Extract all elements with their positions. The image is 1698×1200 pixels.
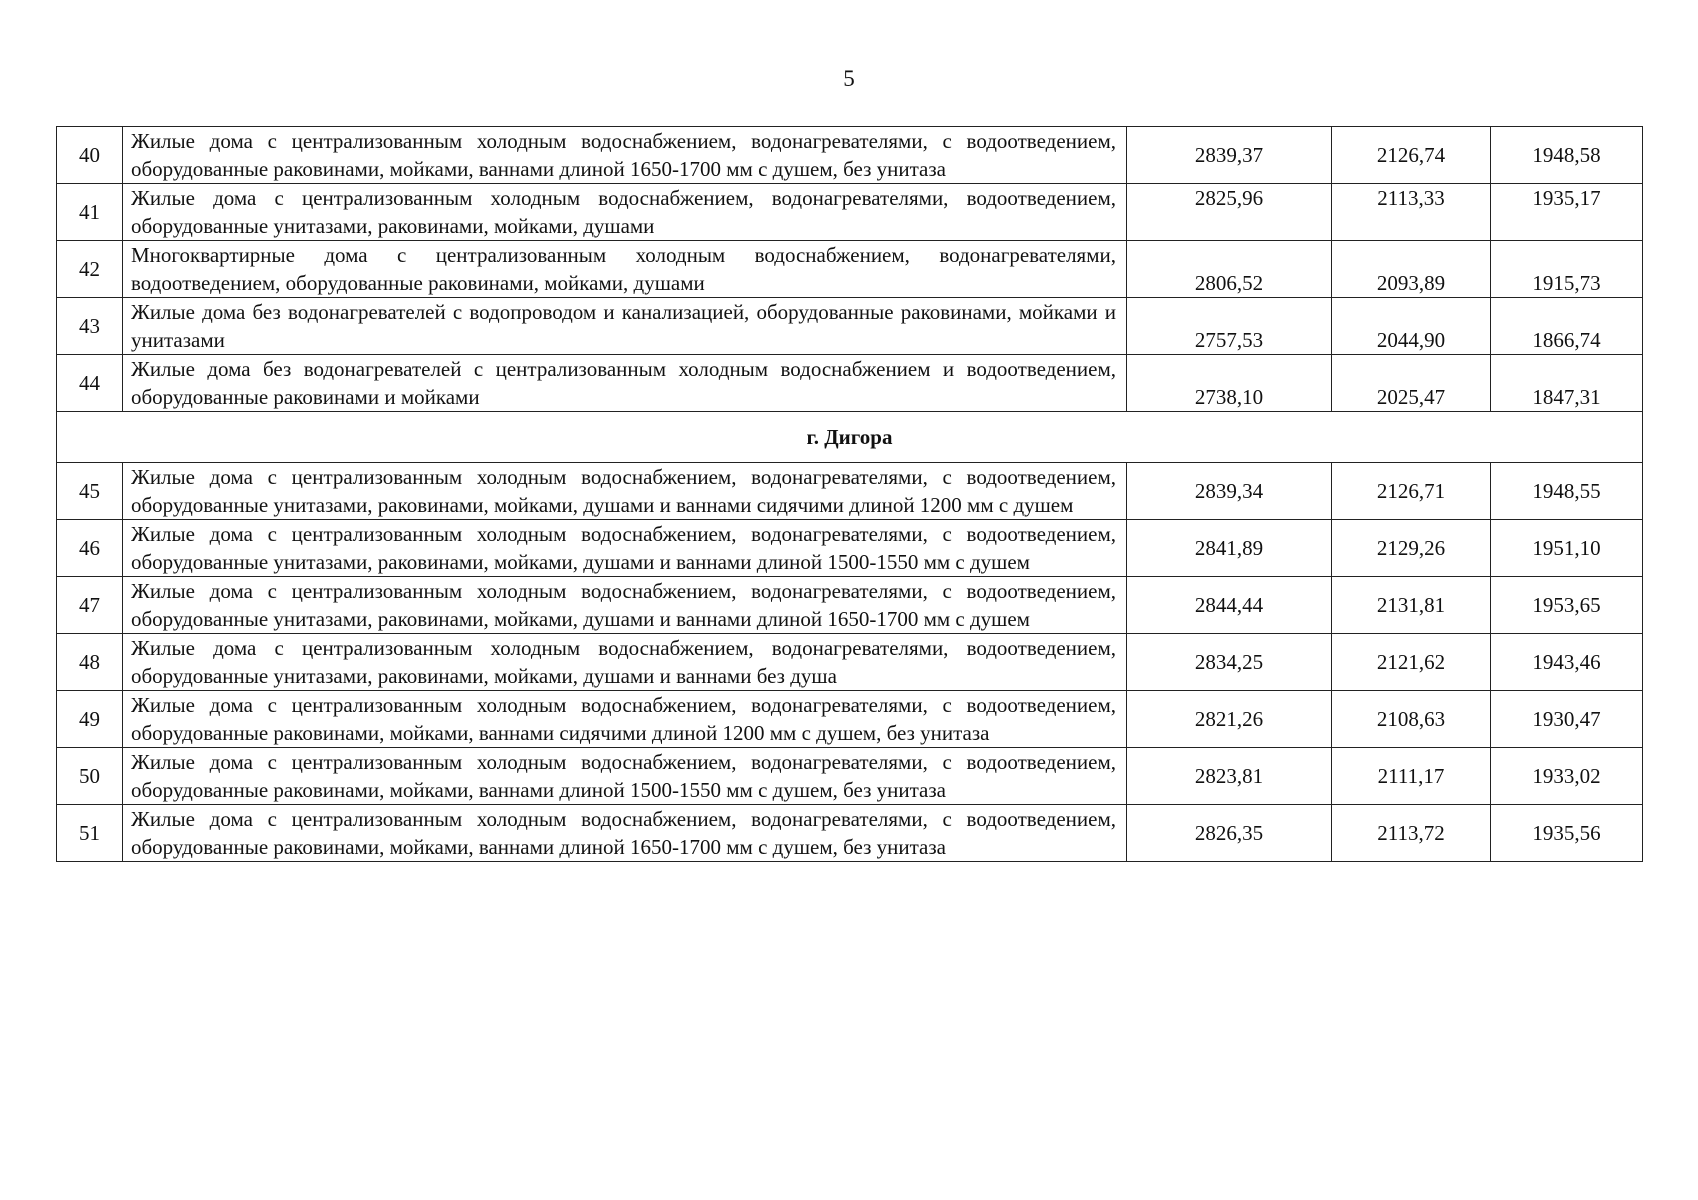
row-description: Многоквартирные дома с централизованным холодным водоснабжением, водонагревателями, водоотведением, оборудованные раковинами, мойками, душами [123, 241, 1127, 298]
row-value-1: 2839,34 [1127, 463, 1332, 520]
row-value-1: 2839,37 [1127, 127, 1332, 184]
table-row [57, 748, 1643, 805]
row-number: 50 [57, 748, 123, 805]
table-row [57, 298, 1643, 355]
row-value-3: 1930,47 [1491, 691, 1643, 748]
row-value-3: 1948,55 [1491, 463, 1643, 520]
row-value-1: 2834,25 [1127, 634, 1332, 691]
row-number: 44 [57, 355, 123, 412]
row-description: Жилые дома с централизованным холодным водоснабжением, водонагревателями, с водоотведением, оборудованные унитазами, раковинами, мойками, душами и ваннами сидячими длиной 1200 мм с душем [123, 463, 1127, 520]
row-value-1: 2821,26 [1127, 691, 1332, 748]
row-description: Жилые дома без водонагревателей с централизованным холодным водоснабжением и водоотведением, оборудованные раковинами и мойками [123, 355, 1127, 412]
row-description: Жилые дома без водонагревателей с водопроводом и канализацией, оборудованные раковинами, мойками и унитазами [123, 298, 1127, 355]
table-row [57, 520, 1643, 577]
row-value-2: 2121,62 [1332, 634, 1491, 691]
section-title: г. Дигора [57, 412, 1643, 463]
row-value-3: 1847,31 [1491, 355, 1643, 412]
tariff-table [56, 126, 1643, 862]
row-number: 47 [57, 577, 123, 634]
row-number: 45 [57, 463, 123, 520]
row-value-3: 1933,02 [1491, 748, 1643, 805]
row-description: Жилые дома с централизованным холодным водоснабжением, водонагревателями, с водоотведением, оборудованные раковинами, мойками, ваннами длиной 1650-1700 мм с душем, без унитаза [123, 127, 1127, 184]
table-row [57, 463, 1643, 520]
row-description: Жилые дома с централизованным холодным водоснабжением, водонагревателями, с водоотведением, оборудованные раковинами, мойками, ваннами длиной 1500-1550 мм с душем, без унитаза [123, 748, 1127, 805]
section-header-row [57, 412, 1643, 463]
row-value-1: 2806,52 [1127, 241, 1332, 298]
row-value-3: 1953,65 [1491, 577, 1643, 634]
row-description: Жилые дома с централизованным холодным водоснабжением, водонагревателями, с водоотведением, оборудованные раковинами, мойками, ваннами сидячими длиной 1200 мм с душем, без унитаза [123, 691, 1127, 748]
row-description: Жилые дома с централизованным холодным водоснабжением, водонагревателями, водоотведением, оборудованные унитазами, раковинами, мойками, душами и ваннами без душа [123, 634, 1127, 691]
row-value-1: 2826,35 [1127, 805, 1332, 862]
row-description: Жилые дома с централизованным холодным водоснабжением, водонагревателями, с водоотведением, оборудованные унитазами, раковинами, мойками, душами и ваннами длиной 1500-1550 мм с душем [123, 520, 1127, 577]
row-description: Жилые дома с централизованным холодным водоснабжением, водонагревателями, с водоотведением, оборудованные унитазами, раковинами, мойками, душами и ваннами длиной 1650-1700 мм с душем [123, 577, 1127, 634]
row-number: 48 [57, 634, 123, 691]
page-number: 5 [843, 66, 855, 91]
row-value-2: 2044,90 [1332, 298, 1491, 355]
row-value-1: 2738,10 [1127, 355, 1332, 412]
table-row [57, 634, 1643, 691]
row-number: 49 [57, 691, 123, 748]
row-number: 42 [57, 241, 123, 298]
row-number: 40 [57, 127, 123, 184]
row-value-2: 2126,74 [1332, 127, 1491, 184]
table-row [57, 577, 1643, 634]
row-value-2: 2131,81 [1332, 577, 1491, 634]
row-value-3: 1948,58 [1491, 127, 1643, 184]
row-number: 46 [57, 520, 123, 577]
row-value-3: 1915,73 [1491, 241, 1643, 298]
row-value-1: 2825,96 [1127, 184, 1332, 241]
row-value-3: 1951,10 [1491, 520, 1643, 577]
table-row [57, 241, 1643, 298]
row-value-1: 2841,89 [1127, 520, 1332, 577]
table-row [57, 127, 1643, 184]
row-value-3: 1935,56 [1491, 805, 1643, 862]
row-number: 41 [57, 184, 123, 241]
table-row [57, 184, 1643, 241]
row-value-2: 2126,71 [1332, 463, 1491, 520]
row-value-1: 2823,81 [1127, 748, 1332, 805]
row-value-2: 2129,26 [1332, 520, 1491, 577]
row-description: Жилые дома с централизованным холодным водоснабжением, водонагревателями, с водоотведением, оборудованные раковинами, мойками, ваннами длиной 1650-1700 мм с душем, без унитаза [123, 805, 1127, 862]
table-row [57, 805, 1643, 862]
row-value-2: 2025,47 [1332, 355, 1491, 412]
row-number: 51 [57, 805, 123, 862]
row-value-2: 2113,72 [1332, 805, 1491, 862]
row-value-3: 1943,46 [1491, 634, 1643, 691]
row-value-3: 1935,17 [1491, 184, 1643, 241]
row-description: Жилые дома с централизованным холодным водоснабжением, водонагревателями, водоотведением, оборудованные унитазами, раковинами, мойками, душами [123, 184, 1127, 241]
row-value-2: 2113,33 [1332, 184, 1491, 241]
table-row [57, 691, 1643, 748]
table-row [57, 355, 1643, 412]
row-value-2: 2108,63 [1332, 691, 1491, 748]
row-value-3: 1866,74 [1491, 298, 1643, 355]
row-value-2: 2093,89 [1332, 241, 1491, 298]
row-value-2: 2111,17 [1332, 748, 1491, 805]
row-value-1: 2757,53 [1127, 298, 1332, 355]
row-number: 43 [57, 298, 123, 355]
row-value-1: 2844,44 [1127, 577, 1332, 634]
